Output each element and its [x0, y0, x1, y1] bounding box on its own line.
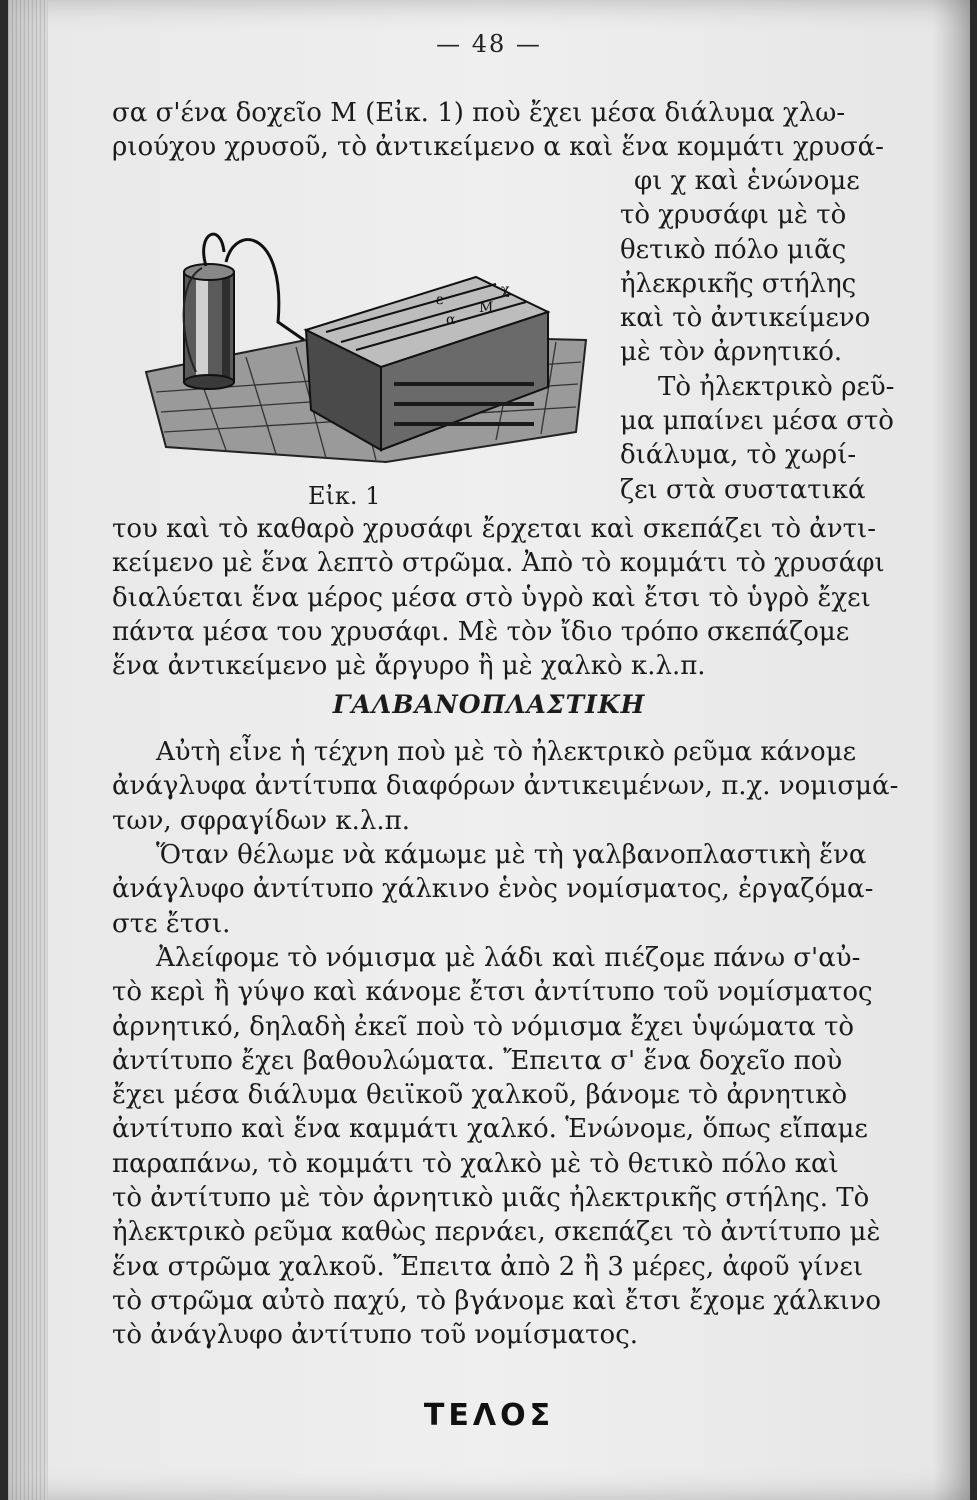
text-line: πάντα μέσα του χρυσάφι. Μὲ τὸν ἴδιο τρόπο σκεπάζομε — [112, 616, 850, 647]
text-line: τὸ ἀνάγλυφο ἀντίτυπο τοῦ νομίσματος. — [112, 1320, 639, 1351]
text-line: τὸ ἀντίτυπο μὲ τὸν ἀρνητικὸ μιᾶς ἠλεκτρικῆς στήλης. Τὸ — [112, 1183, 870, 1214]
figure-label: χ — [501, 282, 510, 298]
end-mark: ΤΕΛΟΣ — [423, 1398, 555, 1433]
figure-label: Μ — [479, 300, 494, 316]
text-line: σα σ'ένα δοχεῖο Μ (Εἰκ. 1) ποὺ ἔχει μέσα διάλυμα χλω- — [112, 98, 846, 128]
text-line: μα μπαίνει μέσα στὸ — [620, 406, 894, 437]
book-page — [8, 0, 970, 1500]
text-line: μὲ τὸν ἀρνητικό. — [620, 337, 843, 368]
electroplating-illustration — [136, 222, 596, 467]
text-line: φι χ καὶ ἑνώνομε — [634, 166, 860, 196]
text-line: καὶ τὸ ἀντικείμενο — [620, 303, 871, 334]
text-line: ἀντίτυπο καὶ ἕνα καμμάτι χαλκό. Ἑνώνομε, ὅπως εἴπαμε — [112, 1114, 868, 1145]
text-line: ἕνα στρῶμα χαλκοῦ. Ἔπειτα ἀπὸ 2 ἢ 3 μέρες, ἀφοῦ γίνει — [112, 1251, 864, 1282]
text-line: κείμενο μὲ ἕνα λεπτὸ στρῶμα. Ἀπὸ τὸ κομμάτι τὸ χρυσάφι — [112, 548, 885, 579]
text-line: Αὐτὴ εἶνε ἡ τέχνη ποὺ μὲ τὸ ἠλεκτρικὸ ρεῦμα κάνομε — [156, 737, 857, 767]
text-line: διάλυμα, τὸ χωρί- — [620, 440, 857, 471]
text-line: ἀνάγλυφα ἀντίτυπα διαφόρων ἀντικειμένων, π.χ. νομισμά- — [112, 771, 899, 802]
paragraph-1 — [112, 512, 912, 683]
text-line: ριούχου χρυσοῦ, τὸ ἀντικείμενο α καὶ ἕνα κομμάτι χρυσά- — [112, 132, 884, 163]
text-line: Ὅταν θέλωμε νὰ κάμωμε μὲ τὴ γαλβανοπλαστικὴ ἕνα — [156, 840, 867, 870]
text-line: ἀντίτυπο ἔχει βαθουλώματα. Ἔπειτα σ' ἕνα δοχεῖο ποὺ — [112, 1045, 843, 1076]
plating-bath — [306, 277, 548, 450]
text-line: ἠλεκτρικὸ ρεῦμα καθὼς περνάει, σκεπάζει τὸ ἀντίτυπο μὲ — [112, 1217, 881, 1248]
section-heading: ΓΑΛΒΑΝΟΠΛΑΣΤΙΚΗ — [332, 690, 646, 719]
text-line: στε ἔτσι. — [112, 908, 231, 939]
text-line: διαλύεται ἕνα μέρος μέσα στὸ ὑγρὸ καὶ ἔτσι τὸ ὑγρὸ ἔχει — [112, 582, 871, 613]
wrap-text — [620, 164, 920, 507]
text-line: τὸ στρῶμα αὐτὸ παχύ, τὸ βγάνομε καὶ ἔτσι ἔχομε χάλκινο — [112, 1285, 882, 1316]
paragraph-3 — [112, 838, 912, 941]
figure-caption: Εἰκ. 1 — [308, 482, 381, 510]
text-line: του καὶ τὸ καθαρὸ χρυσάφι ἔρχεται καὶ σκεπάζει τὸ ἀντι- — [112, 514, 877, 544]
text-line: ζει στὰ συστατικά — [620, 474, 866, 505]
text-line: ἔχει μέσα διάλυμα θειϊκοῦ χαλκοῦ, βάνομε τὸ ἀρνητικὸ — [112, 1080, 848, 1111]
figure-label: ε — [436, 292, 444, 308]
text-line: ἀνάγλυφο ἀντίτυπο χάλκινο ἑνὸς νομίσματος, ἐργαζόμα- — [112, 874, 874, 905]
top-lines — [112, 96, 912, 165]
text-line: ἠλεκρικῆς στήλης — [620, 268, 857, 299]
page-number: — 48 — — [436, 30, 542, 58]
text-line: ἀρνητικό, δηλαδὴ ἐκεῖ ποὺ τὸ νόμισμα ἔχει ὑψώματα τὸ — [112, 1011, 854, 1042]
text-line: των, σφραγίδων κ.λ.π. — [112, 805, 410, 836]
text-line: τὸ χρυσάφι μὲ τὸ — [620, 200, 847, 231]
figure-label: α — [446, 312, 456, 328]
text-line: ἕνα ἀντικείμενο μὲ ἄργυρο ἢ μὲ χαλκὸ κ.λ.π. — [112, 651, 706, 682]
text-line: θετικὸ πόλο μιᾶς — [620, 234, 847, 265]
text-line: παραπάνω, τὸ κομμάτι τὸ χαλκὸ μὲ τὸ θετικὸ πόλο καὶ — [112, 1148, 839, 1179]
text-line: Τὸ ἠλεκτρικὸ ρεῦ- — [658, 371, 895, 402]
paragraph-4 — [112, 941, 912, 1353]
page-edge — [8, 0, 48, 1500]
paragraph-2 — [112, 735, 912, 838]
text-line: Ἀλείφομε τὸ νόμισμα μὲ λάδι καὶ πιέζομε πάνω σ'αὐ- — [156, 943, 861, 973]
text-line: τὸ κερὶ ἢ γύψο καὶ κάνομε ἔτσι ἀντίτυπο τοῦ νομίσματος — [112, 977, 873, 1008]
